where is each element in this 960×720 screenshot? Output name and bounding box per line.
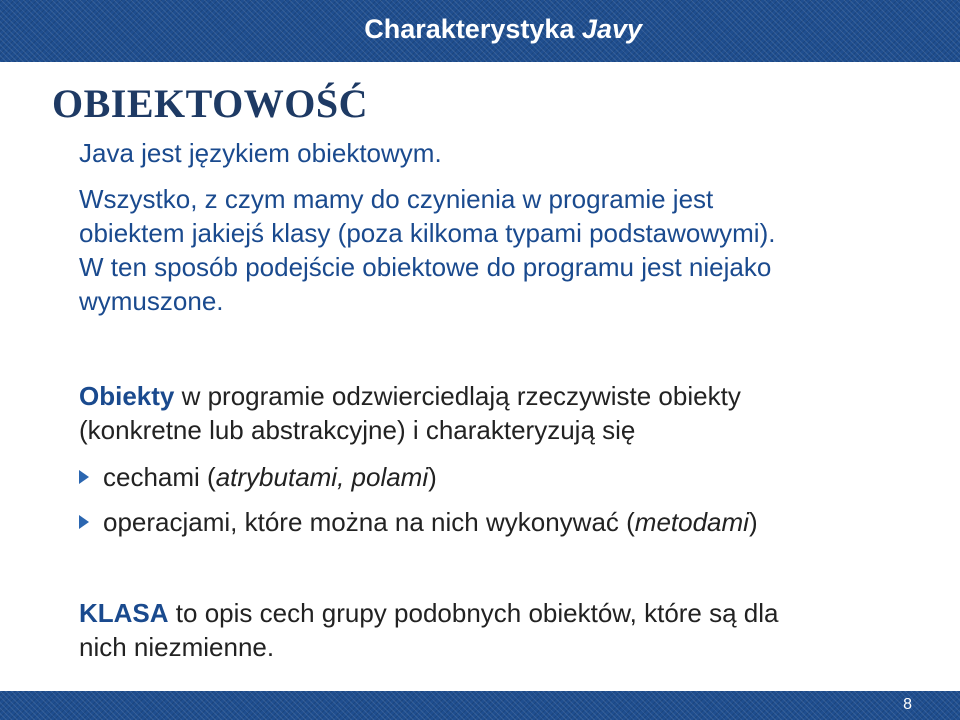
- paragraph-line: obiektem jakiejś klasy (poza kilkoma typami podstawowymi).: [79, 218, 776, 248]
- paragraph-line: [79, 596, 779, 630]
- header-bar: [0, 0, 960, 62]
- page-number: 8: [903, 696, 912, 713]
- bullet-italic-text: metodami: [634, 507, 749, 537]
- bullet-text: operacjami, które można na nich wykonywać (: [103, 507, 635, 537]
- bullet-triangle-icon: [79, 515, 89, 529]
- bullet-methods: [79, 505, 758, 539]
- bullet-attributes: [79, 460, 437, 494]
- bullet-italic-text: atrybutami, polami: [215, 462, 429, 492]
- class-term: KLASA: [79, 598, 169, 628]
- bullet-text: cechami (: [103, 462, 216, 492]
- paragraph-text: to opis cech grupy podobnych obiektów, które są dla: [168, 598, 779, 628]
- footer-bar: [0, 691, 960, 720]
- paragraph-line: W ten sposób podejście obiektowe do programu jest niejako: [79, 252, 772, 282]
- slide-title-plain: Charakterystyka: [364, 14, 575, 44]
- bullet-text-end: ): [428, 462, 437, 492]
- objects-term: Obiekty: [79, 381, 175, 411]
- paragraph-line: (konkretne lub abstrakcyjne) i charakteryzują się: [79, 415, 636, 445]
- paragraph-line: nich niezmienne.: [79, 632, 275, 662]
- bullet-text-end: ): [748, 507, 758, 537]
- paragraph-objects: [79, 379, 741, 447]
- bullet-triangle-icon: [79, 470, 89, 484]
- slide-title-italic: Javy: [581, 14, 642, 44]
- section-heading: OBIEKTOWOŚĆ: [52, 81, 368, 126]
- slide-title: [364, 14, 642, 45]
- paragraph-intro: Java jest językiem obiektowym.: [79, 138, 442, 168]
- paragraph-text: w programie odzwierciedlają rzeczywiste obiekty: [174, 381, 741, 411]
- paragraph-everything-object: [79, 182, 775, 250]
- paragraph-line: Wszystko, z czym mamy do czynienia w programie jest: [79, 184, 714, 214]
- paragraph-line: [79, 379, 741, 413]
- paragraph-class-definition: [79, 596, 779, 664]
- paragraph-line: wymuszone.: [79, 286, 224, 316]
- paragraph-forced-oop: [79, 250, 771, 318]
